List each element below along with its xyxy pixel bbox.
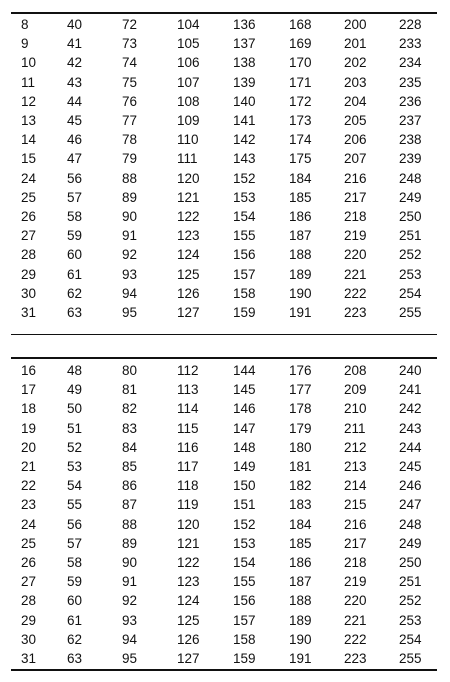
table-cell: 88	[122, 516, 138, 532]
table-cell: 93	[122, 612, 138, 628]
table-cell: 43	[67, 74, 83, 90]
table-cell: 87	[122, 497, 138, 513]
table-cell: 234	[399, 55, 422, 71]
table-cell: 249	[399, 535, 422, 551]
table-cell: 223	[344, 305, 367, 321]
table-cell: 26	[21, 209, 37, 225]
table-cell: 185	[289, 535, 312, 551]
table-row	[11, 169, 437, 188]
table-cell: 95	[122, 651, 138, 667]
table-cell: 253	[399, 266, 422, 282]
table-cell: 12	[21, 93, 37, 109]
table-row	[11, 495, 437, 514]
table-cell: 48	[67, 363, 83, 378]
table-cell: 79	[122, 151, 138, 167]
table-cell: 254	[399, 285, 422, 301]
table-cell: 23	[21, 497, 37, 513]
table-cell: 75	[122, 74, 138, 90]
table-cell: 220	[344, 247, 367, 263]
table-cell: 76	[122, 93, 138, 109]
table-row	[11, 438, 437, 457]
table-row	[11, 476, 437, 495]
table-cell: 62	[67, 631, 83, 647]
table-cell: 221	[344, 266, 367, 282]
table-cell: 206	[344, 132, 367, 148]
table-cell: 151	[233, 497, 256, 513]
table-cell: 112	[177, 363, 199, 378]
table-cell: 61	[67, 266, 83, 282]
table-cell: 186	[289, 209, 312, 225]
table-cell: 113	[177, 382, 199, 398]
table-cell: 177	[289, 382, 312, 398]
table-cell: 85	[122, 459, 138, 475]
table-cell: 40	[67, 17, 83, 32]
table-cell: 242	[399, 401, 422, 417]
table-cell: 108	[177, 93, 200, 109]
table-cell: 42	[67, 55, 83, 71]
table-cell: 217	[344, 535, 367, 551]
table-cell: 46	[67, 132, 83, 148]
table-row	[11, 207, 437, 226]
table-cell: 119	[177, 497, 199, 513]
table-cell: 173	[289, 113, 312, 129]
table-row	[11, 53, 437, 72]
table-cell: 104	[177, 17, 200, 32]
table-cell: 207	[344, 151, 367, 167]
table-cell: 24	[21, 170, 37, 186]
table-cell: 91	[122, 574, 138, 590]
table-cell: 62	[67, 285, 83, 301]
table-cell: 139	[233, 74, 256, 90]
table-2-top-rule	[11, 357, 437, 359]
table-cell: 179	[289, 420, 312, 436]
table-cell: 95	[122, 305, 138, 321]
table-row	[11, 15, 437, 34]
table-cell: 176	[289, 363, 312, 378]
table-cell: 140	[233, 93, 256, 109]
table-cell: 136	[233, 17, 256, 32]
table-cell: 94	[122, 285, 138, 301]
table-cell: 245	[399, 459, 422, 475]
table-cell: 121	[177, 535, 200, 551]
table-cell: 82	[122, 401, 138, 417]
table-cell: 13	[21, 113, 37, 129]
table-cell: 249	[399, 189, 422, 205]
table-cell: 149	[233, 459, 256, 475]
table-cell: 158	[233, 631, 256, 647]
table-cell: 92	[122, 593, 138, 609]
table-cell: 127	[177, 651, 200, 667]
table-cell: 50	[67, 401, 83, 417]
table-cell: 44	[67, 93, 83, 109]
table-row	[11, 399, 437, 418]
table-row	[11, 226, 437, 245]
table-cell: 181	[289, 459, 312, 475]
table-cell: 22	[21, 478, 37, 494]
table-cell: 88	[122, 170, 138, 186]
table-cell: 204	[344, 93, 367, 109]
table-row	[11, 188, 437, 207]
table-cell: 154	[233, 209, 256, 225]
table-cell: 72	[122, 17, 138, 32]
table-cell: 18	[21, 401, 37, 417]
table-cell: 233	[399, 36, 422, 52]
table-cell: 201	[344, 36, 367, 52]
table-cell: 145	[233, 382, 256, 398]
table-cell: 122	[177, 209, 200, 225]
table-row	[11, 149, 437, 168]
table-row	[11, 630, 437, 649]
table-cell: 190	[289, 631, 312, 647]
table-cell: 63	[67, 651, 83, 667]
table-cell: 80	[122, 363, 138, 378]
table-cell: 56	[67, 170, 83, 186]
number-table-2	[11, 361, 437, 668]
table-cell: 25	[21, 189, 37, 205]
table-cell: 255	[399, 305, 422, 321]
table-cell: 175	[289, 151, 312, 167]
table-cell: 57	[67, 535, 83, 551]
table-cell: 155	[233, 228, 256, 244]
table-cell: 109	[177, 113, 200, 129]
table-cell: 78	[122, 132, 138, 148]
table-cell: 186	[289, 555, 312, 571]
table-cell: 219	[344, 574, 367, 590]
table-cell: 251	[399, 574, 422, 590]
table-cell: 156	[233, 593, 256, 609]
table-row	[11, 111, 437, 130]
table-row	[11, 515, 437, 534]
table-cell: 180	[289, 439, 312, 455]
table-cell: 11	[21, 74, 36, 90]
table-cell: 74	[122, 55, 138, 71]
table-cell: 28	[21, 593, 37, 609]
table-cell: 126	[177, 285, 200, 301]
table-cell: 252	[399, 247, 422, 263]
table-cell: 49	[67, 382, 83, 398]
table-cell: 182	[289, 478, 312, 494]
table-cell: 170	[289, 55, 312, 71]
table-cell: 124	[177, 593, 200, 609]
table-row	[11, 380, 437, 399]
table-cell: 150	[233, 478, 256, 494]
table-cell: 25	[21, 535, 37, 551]
table-cell: 185	[289, 189, 312, 205]
table-cell: 217	[344, 189, 367, 205]
table-cell: 63	[67, 305, 83, 321]
table-row	[11, 245, 437, 264]
table-row	[11, 34, 437, 53]
table-cell: 59	[67, 228, 83, 244]
table-cell: 28	[21, 247, 37, 263]
table-cell: 220	[344, 593, 367, 609]
table-cell: 9	[21, 36, 29, 52]
table-cell: 14	[21, 132, 37, 148]
table-cell: 47	[67, 151, 83, 167]
table-cell: 184	[289, 170, 312, 186]
table-cell: 116	[177, 439, 199, 455]
table-cell: 250	[399, 209, 422, 225]
table-cell: 124	[177, 247, 200, 263]
table-cell: 169	[289, 36, 312, 52]
table-cell: 144	[233, 363, 256, 378]
table-cell: 253	[399, 612, 422, 628]
table-row	[11, 361, 437, 380]
table-cell: 106	[177, 55, 200, 71]
table-cell: 152	[233, 516, 256, 532]
table-cell: 219	[344, 228, 367, 244]
table-cell: 248	[399, 170, 422, 186]
table-cell: 214	[344, 478, 367, 494]
table-cell: 202	[344, 55, 367, 71]
table-cell: 81	[122, 382, 138, 398]
table-cell: 158	[233, 285, 256, 301]
table-cell: 55	[67, 497, 83, 513]
table-cell: 57	[67, 189, 83, 205]
table-row	[11, 284, 437, 303]
table-cell: 254	[399, 631, 422, 647]
table-cell: 222	[344, 631, 367, 647]
table-cell: 31	[21, 305, 37, 321]
table-cell: 168	[289, 17, 312, 32]
table-cell: 235	[399, 74, 422, 90]
table-cell: 105	[177, 36, 200, 52]
table-cell: 115	[177, 420, 199, 436]
table-cell: 120	[177, 170, 200, 186]
table-cell: 147	[233, 420, 256, 436]
table-cell: 203	[344, 74, 367, 90]
table-cell: 111	[177, 151, 198, 167]
table-row	[11, 303, 437, 322]
table-cell: 238	[399, 132, 422, 148]
table-cell: 240	[399, 363, 422, 378]
table-cell: 29	[21, 266, 37, 282]
table-cell: 216	[344, 516, 367, 532]
table-cell: 84	[122, 439, 138, 455]
table-cell: 228	[399, 17, 422, 32]
table-cell: 138	[233, 55, 256, 71]
table-cell: 125	[177, 266, 200, 282]
table-cell: 200	[344, 17, 367, 32]
table-cell: 89	[122, 189, 138, 205]
table-cell: 247	[399, 497, 422, 513]
table-cell: 250	[399, 555, 422, 571]
table-cell: 90	[122, 209, 138, 225]
table-cell: 54	[67, 478, 83, 494]
table-cell: 191	[289, 651, 312, 667]
table-cell: 17	[21, 382, 37, 398]
table-cell: 215	[344, 497, 367, 513]
table-cell: 187	[289, 574, 312, 590]
table-cell: 205	[344, 113, 367, 129]
table-cell: 154	[233, 555, 256, 571]
table-row	[11, 649, 437, 668]
table-cell: 208	[344, 363, 367, 378]
table-cell: 91	[122, 228, 138, 244]
table-cell: 127	[177, 305, 200, 321]
table-cell: 21	[21, 459, 37, 475]
table-cell: 30	[21, 631, 37, 647]
table-row	[11, 457, 437, 476]
table-cell: 246	[399, 478, 422, 494]
table-row	[11, 92, 437, 111]
table-cell: 243	[399, 420, 422, 436]
table-2-bottom-rule	[11, 669, 437, 671]
table-cell: 255	[399, 651, 422, 667]
table-cell: 53	[67, 459, 83, 475]
table-cell: 92	[122, 247, 138, 263]
table-cell: 93	[122, 266, 138, 282]
table-cell: 210	[344, 401, 367, 417]
table-cell: 239	[399, 151, 422, 167]
table-cell: 121	[177, 189, 200, 205]
table-cell: 90	[122, 555, 138, 571]
table-cell: 148	[233, 439, 256, 455]
table-cell: 153	[233, 189, 256, 205]
table-cell: 143	[233, 151, 256, 167]
table-cell: 123	[177, 574, 200, 590]
table-cell: 60	[67, 247, 83, 263]
table-cell: 118	[177, 478, 199, 494]
table-cell: 94	[122, 631, 138, 647]
table-cell: 123	[177, 228, 200, 244]
table-cell: 107	[177, 74, 200, 90]
table-cell: 86	[122, 478, 138, 494]
table-1-bottom-rule	[11, 334, 437, 335]
table-cell: 159	[233, 305, 256, 321]
table-cell: 171	[289, 74, 312, 90]
table-cell: 29	[21, 612, 37, 628]
table-cell: 213	[344, 459, 367, 475]
table-cell: 26	[21, 555, 37, 571]
table-cell: 51	[67, 420, 83, 436]
table-cell: 172	[289, 93, 312, 109]
table-cell: 58	[67, 209, 83, 225]
table-cell: 189	[289, 266, 312, 282]
table-cell: 189	[289, 612, 312, 628]
table-cell: 153	[233, 535, 256, 551]
table-cell: 120	[177, 516, 200, 532]
table-cell: 19	[21, 420, 37, 436]
table-cell: 156	[233, 247, 256, 263]
number-table-1	[11, 15, 437, 322]
table-cell: 251	[399, 228, 422, 244]
table-cell: 159	[233, 651, 256, 667]
table-cell: 188	[289, 247, 312, 263]
table-cell: 20	[21, 439, 37, 455]
table-cell: 27	[21, 228, 37, 244]
table-cell: 191	[289, 305, 312, 321]
table-cell: 216	[344, 170, 367, 186]
table-cell: 110	[177, 132, 199, 148]
table-cell: 184	[289, 516, 312, 532]
table-cell: 61	[67, 612, 83, 628]
table-row	[11, 265, 437, 284]
table-cell: 183	[289, 497, 312, 513]
table-cell: 89	[122, 535, 138, 551]
table-row	[11, 130, 437, 149]
table-cell: 41	[67, 36, 83, 52]
table-row	[11, 591, 437, 610]
table-row	[11, 572, 437, 591]
table-cell: 244	[399, 439, 422, 455]
table-cell: 58	[67, 555, 83, 571]
table-cell: 157	[233, 266, 256, 282]
table-cell: 174	[289, 132, 312, 148]
table-cell: 31	[21, 651, 37, 667]
table-cell: 56	[67, 516, 83, 532]
table-cell: 83	[122, 420, 138, 436]
table-cell: 209	[344, 382, 367, 398]
table-cell: 222	[344, 285, 367, 301]
table-cell: 77	[122, 113, 138, 129]
table-cell: 190	[289, 285, 312, 301]
table-cell: 178	[289, 401, 312, 417]
table-cell: 152	[233, 170, 256, 186]
table-cell: 155	[233, 574, 256, 590]
table-cell: 30	[21, 285, 37, 301]
table-cell: 188	[289, 593, 312, 609]
table-cell: 248	[399, 516, 422, 532]
table-cell: 218	[344, 209, 367, 225]
table-cell: 157	[233, 612, 256, 628]
table-cell: 117	[177, 459, 199, 475]
table-cell: 45	[67, 113, 83, 129]
table-cell: 60	[67, 593, 83, 609]
table-cell: 218	[344, 555, 367, 571]
table-row	[11, 534, 437, 553]
table-cell: 52	[67, 439, 83, 455]
table-cell: 16	[21, 363, 37, 378]
table-cell: 236	[399, 93, 422, 109]
table-cell: 122	[177, 555, 200, 571]
table-cell: 141	[233, 113, 256, 129]
table-row	[11, 611, 437, 630]
table-cell: 125	[177, 612, 200, 628]
table-cell: 142	[233, 132, 256, 148]
table-cell: 15	[21, 151, 37, 167]
table-row	[11, 419, 437, 438]
table-row	[11, 73, 437, 92]
table-cell: 187	[289, 228, 312, 244]
table-cell: 8	[21, 17, 29, 32]
table-cell: 252	[399, 593, 422, 609]
table-cell: 146	[233, 401, 256, 417]
table-cell: 59	[67, 574, 83, 590]
table-1-top-rule	[11, 12, 437, 14]
table-row	[11, 553, 437, 572]
table-cell: 237	[399, 113, 422, 129]
table-cell: 27	[21, 574, 37, 590]
table-cell: 137	[233, 36, 256, 52]
table-cell: 24	[21, 516, 37, 532]
table-cell: 211	[344, 420, 366, 436]
table-cell: 221	[344, 612, 367, 628]
table-cell: 126	[177, 631, 200, 647]
table-cell: 223	[344, 651, 367, 667]
table-cell: 241	[399, 382, 422, 398]
table-cell: 73	[122, 36, 138, 52]
table-cell: 10	[21, 55, 37, 71]
table-cell: 212	[344, 439, 367, 455]
table-cell: 114	[177, 401, 199, 417]
